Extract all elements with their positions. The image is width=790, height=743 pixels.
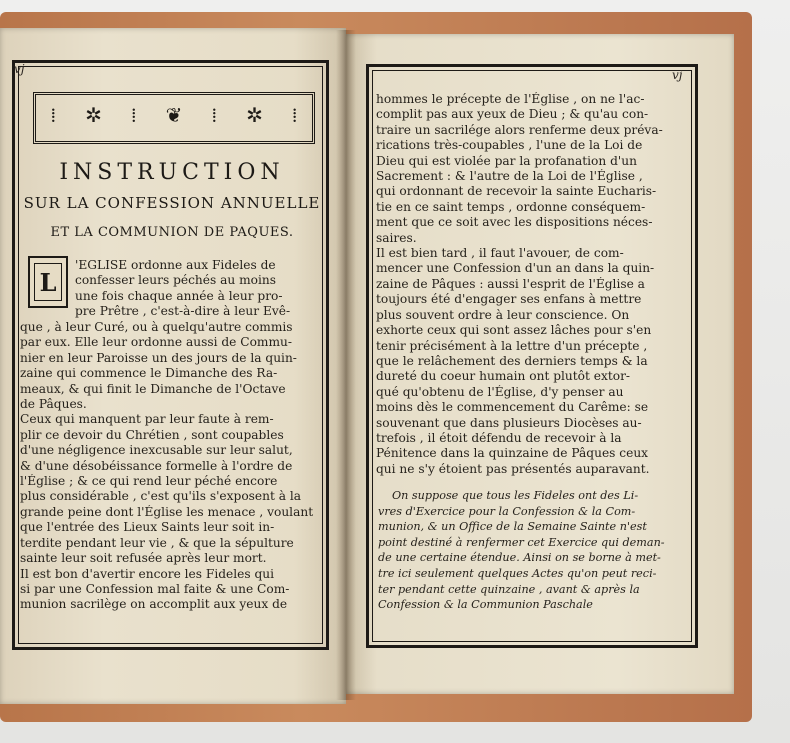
text-line: moins dès le commencement du Carême: se [376, 400, 649, 415]
text-line: traire un sacrilége alors renferme deux préva- [376, 122, 663, 137]
text-line: Ceux qui manquent par leur faute à rem- [20, 412, 274, 427]
text-line: que le relâchement des derniers temps & la [376, 353, 648, 368]
text-line: tenir précisément à la lettre d'un précepte , [376, 338, 648, 353]
text-line: toujours été d'engager ses enfans à mettre [376, 292, 642, 307]
text-line: l'Église ; & ce qui rend leur péché encore [20, 474, 278, 489]
text-line: qui ne s'y étoient pas présentés auparavant. [376, 461, 650, 476]
text-line: saires. [376, 230, 417, 245]
text-line: plus considérable , c'est qu'ils s'exposent à la [20, 489, 302, 504]
text-line: Il est bon d'avertir encore les Fideles qui [20, 566, 275, 581]
text-line: meaux, & qui finit le Dimanche de l'Octave [20, 381, 286, 396]
note-line: Confession & la Communion Paschale [378, 598, 593, 612]
text-line: d'une négligence inexcusable sur leur salut, [20, 443, 293, 458]
drop-cap-letter: L [34, 263, 62, 301]
ornament-band [33, 92, 315, 144]
text-line: qué qu'obtenu de l'Église, d'y penser au [376, 384, 624, 399]
text-line: confesser leurs péchés au moins [75, 273, 276, 288]
text-line: si par une Confession mal faite & une Com- [20, 581, 290, 596]
note-line: tre ici seulement quelques Actes qu'on peut reci- [378, 566, 657, 580]
text-line: munion sacrilège on accomplit aux yeux de [20, 597, 288, 612]
text-line: Sacrement : & l'autre de la Loi de l'Église , [376, 169, 643, 184]
text-line: zaine de Pâques : aussi l'esprit de l'Église a [376, 276, 645, 291]
text-line: mencer une Confession d'un an dans la quin- [376, 261, 655, 276]
text-line: 'EGLISE ordonne aux Fideles de [75, 258, 276, 272]
text-line: Dieu qui est violée par la profanation d'un [376, 153, 637, 168]
text-line: dureté du coeur humain ont plutôt extor- [376, 369, 631, 384]
footnote-italic [378, 488, 684, 613]
right-text-body [376, 92, 684, 477]
text-line: Pénitence dans la quinzaine de Pâques ceux [376, 446, 649, 461]
text-line: sainte leur soit refusée après leur mort. [20, 551, 267, 566]
text-line: rications très-coupables , l'une de la Loi de [376, 138, 643, 153]
text-line: nier en leur Paroisse un des jours de la quin- [20, 350, 297, 365]
drop-cap [28, 256, 68, 308]
text-line: pre Prêtre , c'est-à-dire à leur Evê- [75, 304, 291, 319]
text-line: une fois chaque année à leur pro- [75, 288, 283, 303]
text-line: trefois , il étoit défendu de recevoir à la [376, 430, 622, 445]
text-line: hommes le précepte de l'Église , on ne l'ac- [376, 92, 645, 106]
text-line: plir ce devoir du Chrétien , sont coupables [20, 427, 284, 442]
text-line: grande peine dont l'Église les menace , voulant [20, 504, 314, 519]
text-line: terdite pendant leur vie , & que la sépulture [20, 535, 294, 550]
note-line: point destiné à renfermer cet Exercice qui deman- [378, 535, 665, 549]
left-page-number: vj [14, 62, 25, 76]
text-line: tie en ce saint temps , ordonne conséquem- [376, 199, 646, 214]
left-text-intro [75, 258, 323, 320]
chapter-title: INSTRUCTION [59, 160, 285, 185]
text-line: zaine qui commence le Dimanche des Ra- [20, 366, 278, 381]
text-line: exhorte ceux qui sont assez lâches pour s'en [376, 323, 652, 338]
ornament-glyph: ⁞ [291, 103, 298, 127]
text-line: que l'entrée des Lieux Saints leur soit in- [20, 520, 275, 535]
text-line: & d'une désobéissance formelle à l'ordre de [20, 458, 293, 473]
ornament-glyph: ⁞ [50, 103, 57, 127]
note-line: On suppose que tous les Fideles ont des Li- [392, 489, 639, 502]
text-line: ment que ce soit avec les dispositions néces- [376, 215, 653, 230]
text-line: complit pas aux yeux de Dieu ; & qu'au con- [376, 107, 649, 122]
ornament-glyph: ⁞ [211, 103, 217, 127]
ornament-glyph: ⁞ [130, 103, 137, 127]
right-page-number: vj [672, 68, 683, 82]
ornament-glyph: ❦ [165, 103, 183, 127]
text-line: de Pâques. [20, 397, 87, 412]
note-line: vres d'Exercice pour la Confession & la Com- [378, 504, 636, 518]
ornament-glyph: ✲ [246, 103, 263, 127]
text-line: qui ordonnant de recevoir la sainte Eucharis- [376, 184, 657, 199]
book-gutter [336, 30, 356, 700]
chapter-subtitle: SUR LA CONFESSION ANNUELLE [23, 194, 321, 212]
left-text-body [20, 320, 324, 613]
text-line: que , à leur Curé, ou à quelqu'autre commis [20, 320, 293, 334]
text-line: par eux. Elle leur ordonne aussi de Commu- [20, 335, 293, 350]
note-line: de une certaine étendue. Ainsi on se borne à met- [378, 551, 661, 565]
note-line: munion, & un Office de la Semaine Sainte n'est [378, 520, 647, 534]
text-line: Il est bien tard , il faut l'avouer, de com- [376, 246, 624, 261]
text-line: souvenant que dans plusieurs Diocèses au- [376, 415, 642, 430]
note-line: ter pendant cette quinzaine , avant & après la [378, 582, 640, 596]
text-line: plus souvent ordre à leur conscience. On [376, 307, 630, 322]
ornament-glyph: ✲ [85, 103, 102, 127]
chapter-subtitle-2: ET LA COMMUNION DE PAQUES. [50, 225, 294, 240]
